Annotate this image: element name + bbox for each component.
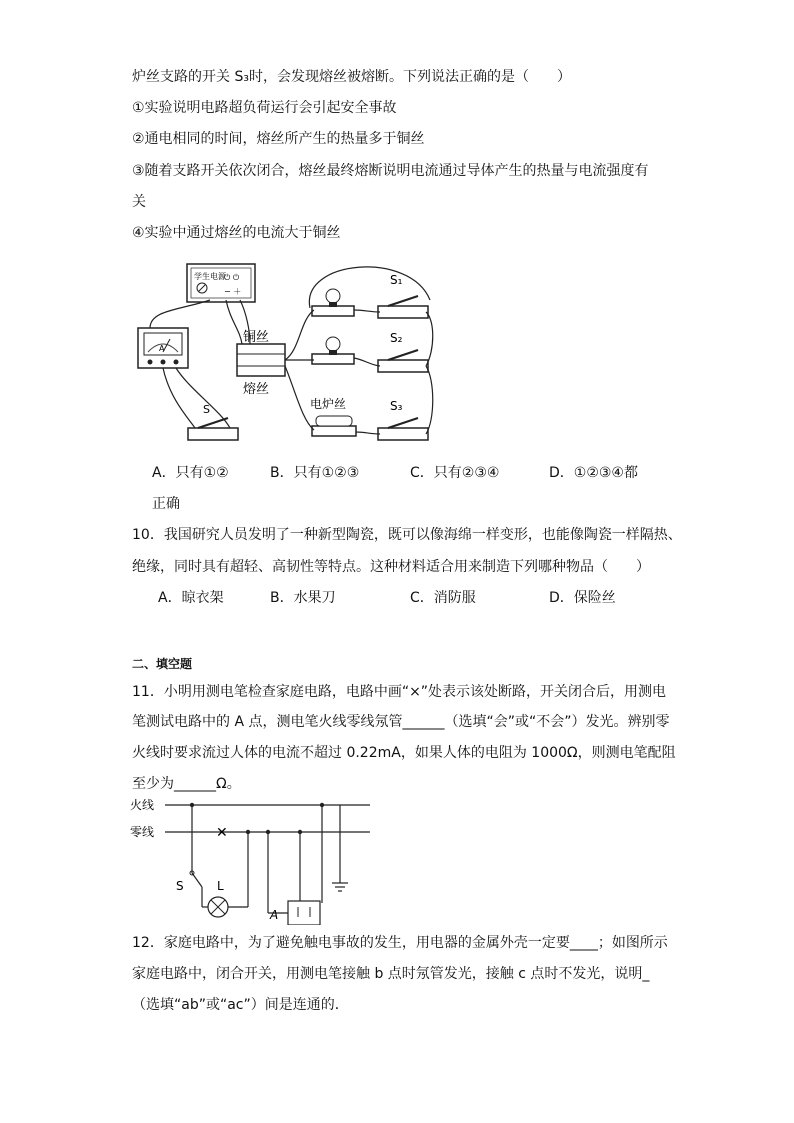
q10-option-a[interactable]: A．晾衣架	[158, 590, 224, 606]
switch-s3-label: S₃	[390, 399, 403, 413]
bulb-1	[312, 289, 354, 316]
live-wire-label: 火线	[130, 798, 155, 812]
q12-line-1: 12．家庭电路中，为了避免触电事故的发生，用电器的金属外壳一定要____；如图所示	[132, 935, 668, 951]
svg-text:⏻ ⏻: ⏻ ⏻	[224, 273, 240, 282]
q10-line-2: 绝缘，同时具有超轻、高韧性等特点。这种材料适合用来制造下列哪种物品（ ）	[132, 559, 650, 575]
switch-s1-label: S₁	[390, 273, 403, 287]
switch-s2-label: S₂	[390, 331, 403, 345]
q10-option-d[interactable]: D．保险丝	[549, 590, 616, 606]
ammeter	[138, 328, 188, 368]
power-supply-label: 学生电源	[194, 272, 226, 281]
q10-option-b[interactable]: B．水果刀	[270, 590, 336, 606]
switch-s-label: S	[176, 879, 184, 893]
copper-wire-label: 铜丝	[243, 330, 270, 345]
q9-option-b[interactable]: B．只有①②③	[270, 465, 360, 481]
lamp-icon	[208, 897, 228, 917]
copper-fuse-board	[237, 329, 285, 397]
q11-household-circuit	[130, 795, 380, 925]
switch-s-label: S	[203, 403, 210, 416]
socket-icon	[288, 901, 320, 925]
q10-line-1: 10．我国研究人员发明了一种新型陶瓷，既可以像海绵一样变形，也能像陶瓷一样隔热、	[132, 527, 682, 543]
svg-text:A: A	[159, 344, 165, 353]
neutral-wire-label: 零线	[130, 825, 155, 839]
q11-line-2: 笔测试电路中的 A 点，测电笔火线零线氖管______（选填“会”或“不会”）发光。辨别零	[132, 714, 670, 730]
break-mark-icon: ✕	[216, 825, 228, 841]
q10-option-c[interactable]: C．消防服	[410, 590, 476, 606]
bulb-2	[312, 337, 354, 364]
heater-label: 电炉丝	[310, 397, 347, 411]
q11-line-4: 至少为______Ω。	[132, 776, 241, 792]
q9-statement-3-cont: 关	[132, 194, 146, 210]
q9-statement-1: ①实验说明电路超负荷运行会引起安全事故	[132, 100, 397, 116]
q12-line-3: （选填“ab”或“ac”）间是连通的．	[132, 997, 349, 1013]
q9-stem-tail: 炉丝支路的开关 S₃时，会发现熔丝被熔断。下列说法正确的是（ ）	[132, 69, 571, 85]
switch-s1	[378, 273, 428, 318]
fuse-wire-label: 熔丝	[243, 382, 270, 397]
point-a-label: A	[270, 908, 279, 922]
q9-option-c[interactable]: C．只有②③④	[410, 465, 500, 481]
lamp-l-label: L	[217, 879, 224, 893]
circuit-lines	[165, 805, 370, 913]
q9-statement-3: ③随着支路开关依次闭合，熔丝最终熔断说明电流通过导体产生的热量与电流强度有	[132, 163, 649, 179]
q9-circuit-figure	[130, 250, 440, 450]
q11-line-1: 11．小明用测电笔检查家庭电路，电路中画“×”处表示该处断路，开关闭合后，用测电	[132, 684, 667, 700]
q9-option-d[interactable]: D．①②③④都	[549, 465, 638, 481]
q11-line-3: 火线时要求流过人体的电流不超过 0.22mA，如果人体的电阻为 1000Ω，则测电笔配阻	[132, 745, 676, 761]
heater	[310, 396, 356, 436]
switch-s2	[378, 331, 428, 372]
q9-statement-4: ④实验中通过熔丝的电流大于铜丝	[132, 225, 341, 241]
power-supply	[187, 264, 255, 302]
q9-statement-2: ②通电相同的时间，熔丝所产生的热量多于铜丝	[132, 131, 425, 147]
svg-text:− ＋: − ＋	[224, 287, 242, 296]
section-title: 二、填空题	[132, 657, 193, 671]
switch-s3	[378, 399, 428, 440]
q9-option-a[interactable]: A．只有①②	[152, 465, 229, 481]
q12-line-2: 家庭电路中，闭合开关，用测电笔接触 b 点时氖管发光，接触 c 点时不发光，说明_	[132, 966, 650, 982]
q9-option-d-cont: 正确	[152, 496, 180, 512]
